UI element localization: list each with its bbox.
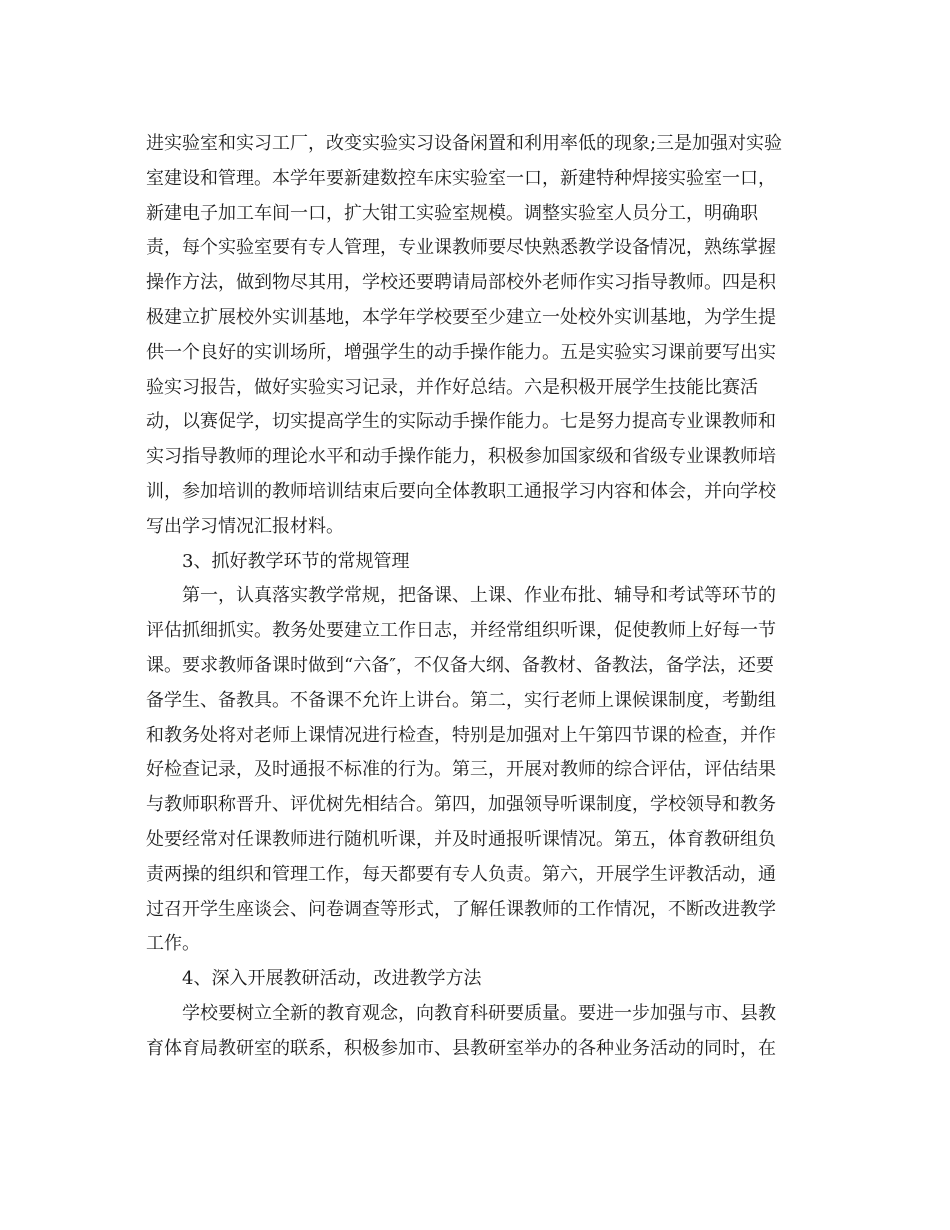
text-line: 训，参加培训的教师培训结束后要向全体教职工通报学习内容和体会，并向学校 <box>146 480 776 502</box>
text-line: 极建立扩展校外实训基地，本学年学校要至少建立一处校外实训基地，为学生提 <box>146 306 776 328</box>
text-line: 4、深入开展教研活动，改进教学方法 <box>182 968 482 990</box>
text-line: 与教师职称晋升、评优树先相结合。第四，加强领导听课制度，学校领导和教务 <box>146 794 776 816</box>
text-line: 动，以赛促学，切实提高学生的实际动手操作能力。七是努力提高专业课教师和 <box>146 411 776 433</box>
text-line: 室建设和管理。本学年要新建数控车床实验室一口，新建特种焊接实验室一口， <box>146 167 776 189</box>
text-line: 和教务处将对老师上课情况进行检查，特别是加强对上午第四节课的检查，并作 <box>146 724 776 746</box>
text-line: 处要经常对任课教师进行随机听课，并及时通报听课情况。第五，体育教研组负 <box>146 828 776 850</box>
text-line: 学校要树立全新的教育观念，向教育科研要质量。要进一步加强与市、县教 <box>182 1002 776 1024</box>
text-line: 责，每个实验室要有专人管理，专业课教师要尽快熟悉教学设备情况，熟练掌握 <box>146 237 776 259</box>
text-line: 验实习报告，做好实验实习记录，并作好总结。六是积极开展学生技能比赛活 <box>146 376 758 398</box>
text-line: 育体育局教研室的联系，积极参加市、县教研室举办的各种业务活动的同时，在 <box>146 1037 776 1059</box>
text-line: 过召开学生座谈会、问卷调查等形式，了解任课教师的工作情况，不断改进教学 <box>146 898 776 920</box>
text-line: 实习指导教师的理论水平和动手操作能力，积极参加国家级和省级专业课教师培 <box>146 446 776 468</box>
text-line: 好检查记录，及时通报不标准的行为。第三，开展对教师的综合评估，评估结果 <box>146 759 776 781</box>
text-line: 备学生、备教具。不备课不允许上讲台。第二，实行老师上课候课制度，考勤组 <box>146 689 776 711</box>
text-line: 进实验室和实习工厂，改变实验实习设备闲置和利用率低的现象;三是加强对实验 <box>146 133 783 154</box>
text-line: 3、抓好教学环节的常规管理 <box>182 550 410 572</box>
text-line: 供一个良好的实训场所，增强学生的动手操作能力。五是实验实习课前要写出实 <box>146 341 776 363</box>
text-line: 操作方法，做到物尽其用，学校还要聘请局部校外老师作实习指导教师。四是积 <box>146 272 776 294</box>
text-line: 评估抓细抓实。教务处要建立工作日志，并经常组织听课，促使教师上好每一节 <box>146 620 776 642</box>
text-line: 第一，认真落实教学常规，把备课、上课、作业布批、辅导和考试等环节的 <box>182 585 776 607</box>
text-line: 写出学习情况汇报材料。 <box>146 515 344 537</box>
body-text <box>146 127 808 1067</box>
text-line: 工作。 <box>146 933 200 955</box>
text-line: 新建电子加工车间一口，扩大钳工实验室规模。调整实验室人员分工，明确职 <box>146 202 758 224</box>
text-line: 课。要求教师备课时做到“六备″，不仅备大纲、备教材、备教法，备学法，还要 <box>146 654 774 676</box>
text-line: 责两操的组织和管理工作，每天都要有专人负责。第六，开展学生评教活动，通 <box>146 863 776 885</box>
